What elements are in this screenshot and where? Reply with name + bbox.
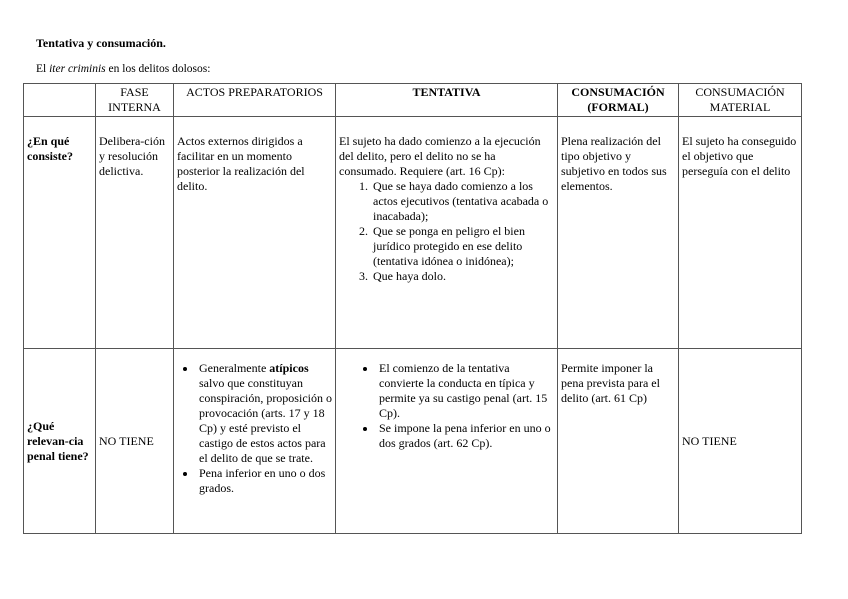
cell-tentativa-consiste [336, 117, 558, 349]
header-consumacion-material: CONSUMACIÓN MATERIAL [679, 84, 802, 117]
cell-material-consiste: El sujeto ha conseguido el objetivo que perseguía con el delito [679, 117, 802, 349]
cell-formal-consiste: Plena realización del tipo objetivo y subjetivo en todos sus elementos. [558, 117, 679, 349]
list-item: • Pena inferior en uno o dos grados. [197, 466, 332, 496]
cell-actos-consiste: Actos externos dirigidos a facilitar en un momento posterior la realización del delito. [174, 117, 336, 349]
cell-actos-relevancia [174, 349, 336, 534]
actos-relevancia-list [177, 361, 332, 496]
list-item: 3. Que haya dolo. [371, 269, 554, 284]
header-actos-preparatorios: ACTOS PREPARATORIOS [174, 84, 336, 117]
cell-formal-relevancia: Permite imponer la pena prevista para el delito (art. 61 Cp) [558, 349, 679, 534]
cell-tentativa-relevancia [336, 349, 558, 534]
list-item: 1. Que se haya dado comienzo a los actos ejecutivos (tentativa acabada o inacabada); [371, 179, 554, 224]
page-title: Tentativa y consumación. [36, 36, 166, 50]
list-item: • Se impone la pena inferior en uno o dos grados (art. 62 Cp). [377, 421, 554, 451]
row-label-relevancia: ¿Qué relevan-cia penal tiene? [24, 349, 96, 534]
tentativa-intro: El sujeto ha dado comienzo a la ejecución del delito, pero el delito no se ha consumado. Requiere (art. 16 Cp): [339, 134, 541, 178]
cell-fase-interna-relevancia: NO TIENE [96, 349, 174, 534]
atipicos-bold: atípicos [269, 361, 309, 375]
subtitle-italic: iter criminis [49, 63, 106, 75]
tentativa-requisitos-list [339, 179, 554, 284]
table-row [24, 117, 802, 349]
list-item: • Generalmente atípicos salvo que constituyan conspiración, proposición o provocación (arts. 17 y 18 Cp) y esté previsto el castigo de estos actos para el delito de que se trate. [197, 361, 332, 466]
tentativa-relevancia-list [339, 361, 554, 451]
header-consumacion-formal: CONSUMACIÓN (FORMAL) [558, 84, 679, 117]
iter-criminis-table [23, 83, 802, 534]
subtitle [36, 63, 210, 75]
table-row [24, 349, 802, 534]
cell-material-relevancia: NO TIENE [679, 349, 802, 534]
header-tentativa: TENTATIVA [336, 84, 558, 117]
list-item: • El comienzo de la tentativa convierte la conducta en típica y permite ya su castigo penal (art. 15 Cp). [377, 361, 554, 421]
list-item: 2. Que se ponga en peligro el bien jurídico protegido en ese delito (tentativa idónea o inidónea); [371, 224, 554, 269]
header-fase-interna: FASE INTERNA [96, 84, 174, 117]
row-label-consiste: ¿En qué consiste? [24, 117, 96, 349]
table-header-row [24, 84, 802, 117]
cell-fase-interna-consiste: Delibera-ción y resolución delictiva. [96, 117, 174, 349]
subtitle-prefix: El [36, 63, 50, 75]
header-empty [24, 84, 96, 117]
subtitle-suffix: en los delitos dolosos: [105, 63, 211, 75]
